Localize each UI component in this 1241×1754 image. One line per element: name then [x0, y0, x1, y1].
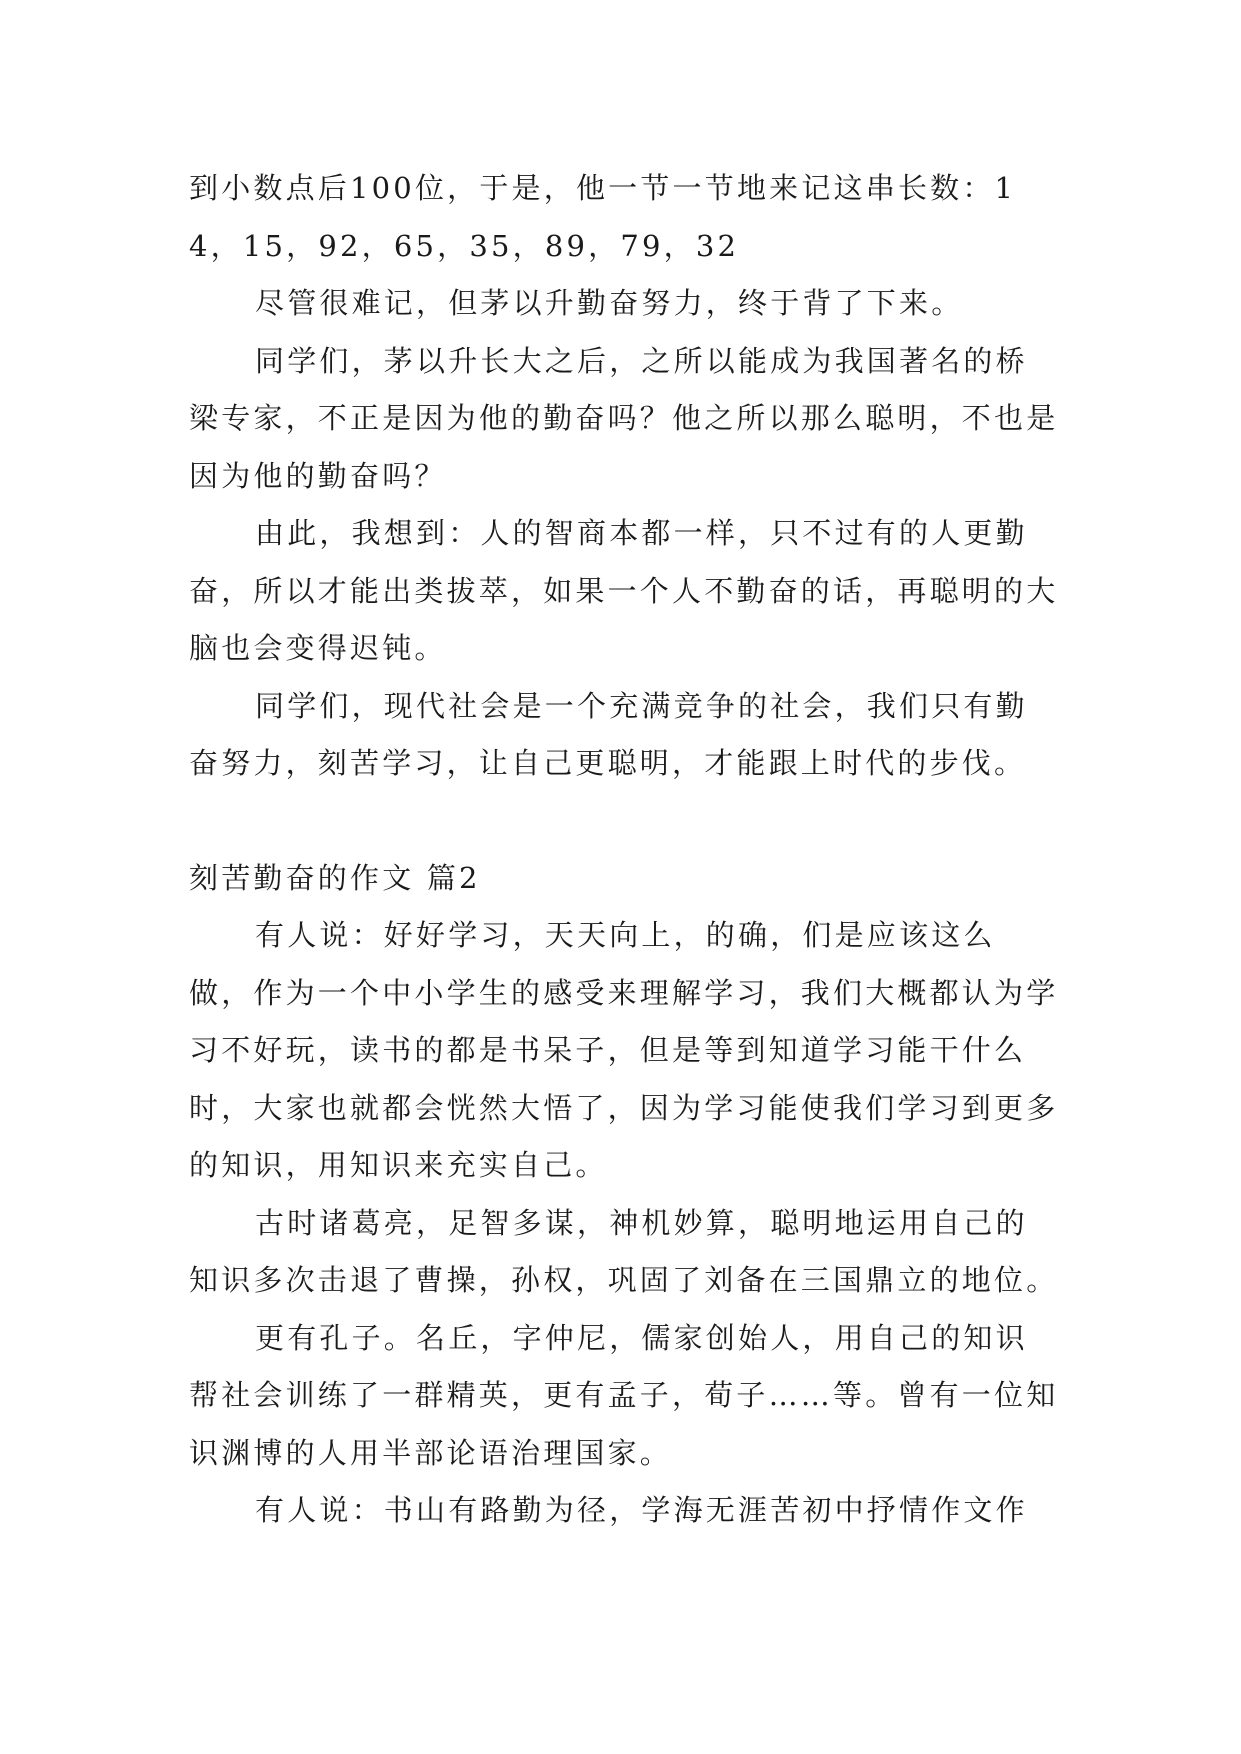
- paragraph: 由此，我想到：人的智商本都一样，只不过有的人更勤奋，所以才能出类拔萃，如果一个人不勤奋的话，再聪明的大脑也会变得迟钝。: [189, 516, 1059, 665]
- paragraph: 有人说：书山有路勤为径，学海无涯苦初中抒情作文作: [255, 1493, 1028, 1527]
- paragraph: 同学们，现代社会是一个充满竞争的社会，我们只有勤奋努力，刻苦学习，让自己更聪明，才能跟上时代的步伐。: [189, 688, 1028, 780]
- section-gap: [189, 793, 1059, 850]
- document-body: [189, 160, 1059, 1540]
- paragraph: 同学们，茅以升长大之后，之所以能成为我国著名的桥梁专家，不正是因为他的勤奋吗？他之所以那么聪明，不也是因为他的勤奋吗？: [189, 343, 1059, 493]
- paragraph: 有人说：好好学习，天天向上，的确，们是应该这么做，作为一个中小学生的感受来理解学习，我们大概都认为学习不好玩，读书的都是书呆子，但是等到知道学习能干什么时，大家也就都会恍然大悟了，因为学习能使我们学习到更多的知识，用知识来充实自己。: [189, 918, 1059, 1182]
- paragraph: 更有孔子。名丘，字仲尼，儒家创始人，用自己的知识帮社会训练了一群精英，更有孟子，荀子……等。曾有一位知识渊博的人用半部论语治理国家。: [189, 1320, 1059, 1470]
- paragraph-continuation: 到小数点后100位，于是，他一节一节地来记这串长数：14，15，92，65，35，89，79，32: [189, 171, 1017, 263]
- section-title: 刻苦勤奋的作文 篇2: [189, 860, 481, 895]
- paragraph: 尽管很难记，但茅以升勤奋努力，终于背了下来。: [255, 286, 964, 320]
- paragraph: 古时诸葛亮，足智多谋，神机妙算，聪明地运用自己的知识多次击退了曹操，孙权，巩固了刘备在三国鼎立的地位。: [189, 1205, 1059, 1297]
